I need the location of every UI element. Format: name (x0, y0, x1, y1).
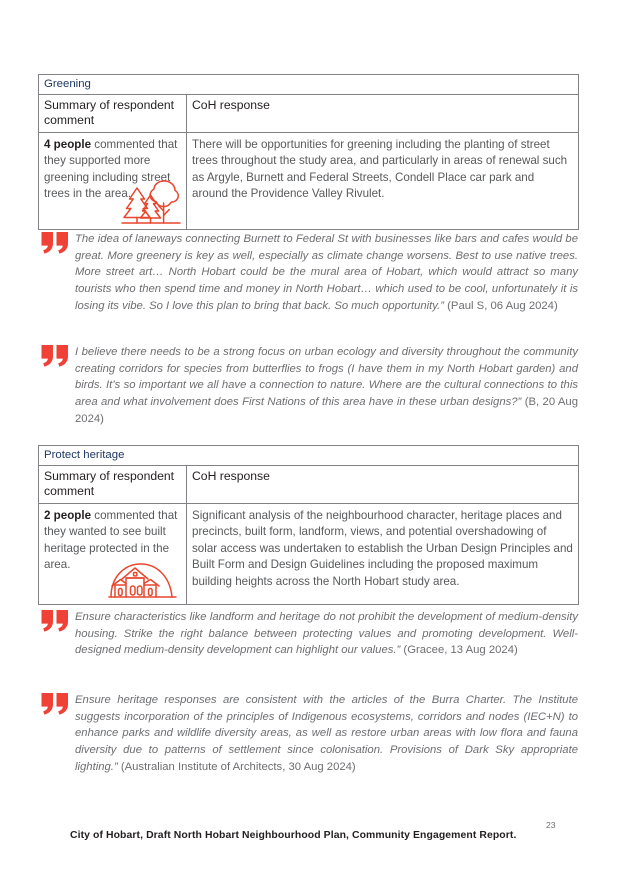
page-number: 23 (546, 820, 556, 830)
quote-mark-icon (41, 344, 71, 368)
footer-citation: City of Hobart, Draft North Hobart Neighbourhood Plan, Community Engagement Report. (70, 830, 517, 841)
quote-attribution-4: (Australian Institute of Architects, 30 Aug 2024) (117, 760, 356, 773)
quote-attribution-3: (Gracee, 13 Aug 2024) (400, 644, 518, 657)
column-header-summary: Summary of respondent comment (39, 95, 187, 133)
table-row-header (39, 466, 579, 504)
quote-attribution-2: (B, 20 Aug 2024) (75, 396, 578, 425)
quote-text-3 (75, 609, 578, 659)
quote-text-4 (75, 692, 578, 776)
quote-body-1: The idea of laneways connecting Burnett to Federal St with businesses like bars and cafes would be great. More greenery is key as well, especially as climate change worsens. Best to use native trees. More street art… North Hobart could be the mural area of Hobart, which would attract so many tourists who then spend time and money in North Hobart… which used to be cool, unfortunately it is losing its vibe. So I love this plan to bring that back. So much opportunity.” (75, 233, 578, 312)
quote-text-2 (75, 344, 578, 428)
quote-mark-icon (41, 231, 71, 255)
theme-heading-protect-heritage: Protect heritage (39, 446, 579, 466)
quote-mark-icon (41, 609, 71, 633)
coh-response-greening: There will be opportunities for greening including the planting of street trees throughout the study area, and particularly in areas of renewal such as Argyle, Burnett and Federal Streets, Condell Place car park and around the Providence Valley Rivulet. (187, 132, 579, 229)
column-header-coh-response: CoH response (187, 95, 579, 133)
summary-text-greening: commented that they supported more greening including street trees in the area. (44, 137, 178, 201)
quote-block-1 (38, 231, 578, 315)
table-row-content (39, 503, 579, 604)
quote-text-1 (75, 231, 578, 315)
respondent-count-greening: 4 people (44, 137, 92, 151)
quote-mark-icon (41, 692, 71, 716)
quote-body-3: Ensure characteristics like landform and heritage do not prohibit the development of medium-density housing. Strike the right balance between protecting values and promoting development. Well-designed medium-density development can highlight our values.” (75, 611, 578, 657)
quote-body-2: I believe there needs to be a strong focus on urban ecology and diversity throughout the community creating corridors for species from butterflies to frogs (I have them in my North Hobart garden) and birds. It’s so important we all have a connection to nature. Where are the cultural connections to this area and what involvement does First Nations of this area have in these urban designs?” (75, 346, 578, 409)
respondent-count-heritage: 2 people (44, 508, 92, 522)
table-row-theme (39, 446, 579, 466)
greening-response-table (38, 74, 579, 230)
column-header-summary: Summary of respondent comment (39, 466, 187, 504)
quote-block-3 (38, 609, 578, 659)
summary-cell-greening (39, 132, 187, 229)
heritage-house-icon (106, 552, 180, 602)
table-row-header (39, 95, 579, 133)
table-row-content (39, 132, 579, 229)
column-header-coh-response: CoH response (187, 466, 579, 504)
quote-block-4 (38, 692, 578, 776)
quote-attribution-1: (Paul S, 06 Aug 2024) (444, 299, 558, 312)
table-row-theme (39, 75, 579, 95)
quote-body-4: Ensure heritage responses are consistent with the articles of the Burra Charter. The Institute suggests incorporation of the principles of Indigenous ecosystems, corridors and nodes (IEC+N) to enhance parks and wildlife diversity areas, as well as restore urban areas with low flora and fauna diversity due to patterns of settlement since colonisation. Provisions of Dark Sky appropriate lighting.” (75, 694, 578, 773)
summary-text-heritage: commented that they wanted to see built heritage protected in the area. (44, 508, 178, 572)
summary-cell-heritage (39, 503, 187, 604)
theme-heading-greening: Greening (39, 75, 579, 95)
protect-heritage-response-table (38, 445, 579, 605)
quote-block-2 (38, 344, 578, 428)
coh-response-heritage: Significant analysis of the neighbourhood character, heritage places and precincts, built form, landform, views, and potential overshadowing of solar access was undertaken to establish the Urban Design Principles and Built Form and Design Guidelines including the proposed maximum building heights across the North Hobart study area. (187, 503, 579, 604)
